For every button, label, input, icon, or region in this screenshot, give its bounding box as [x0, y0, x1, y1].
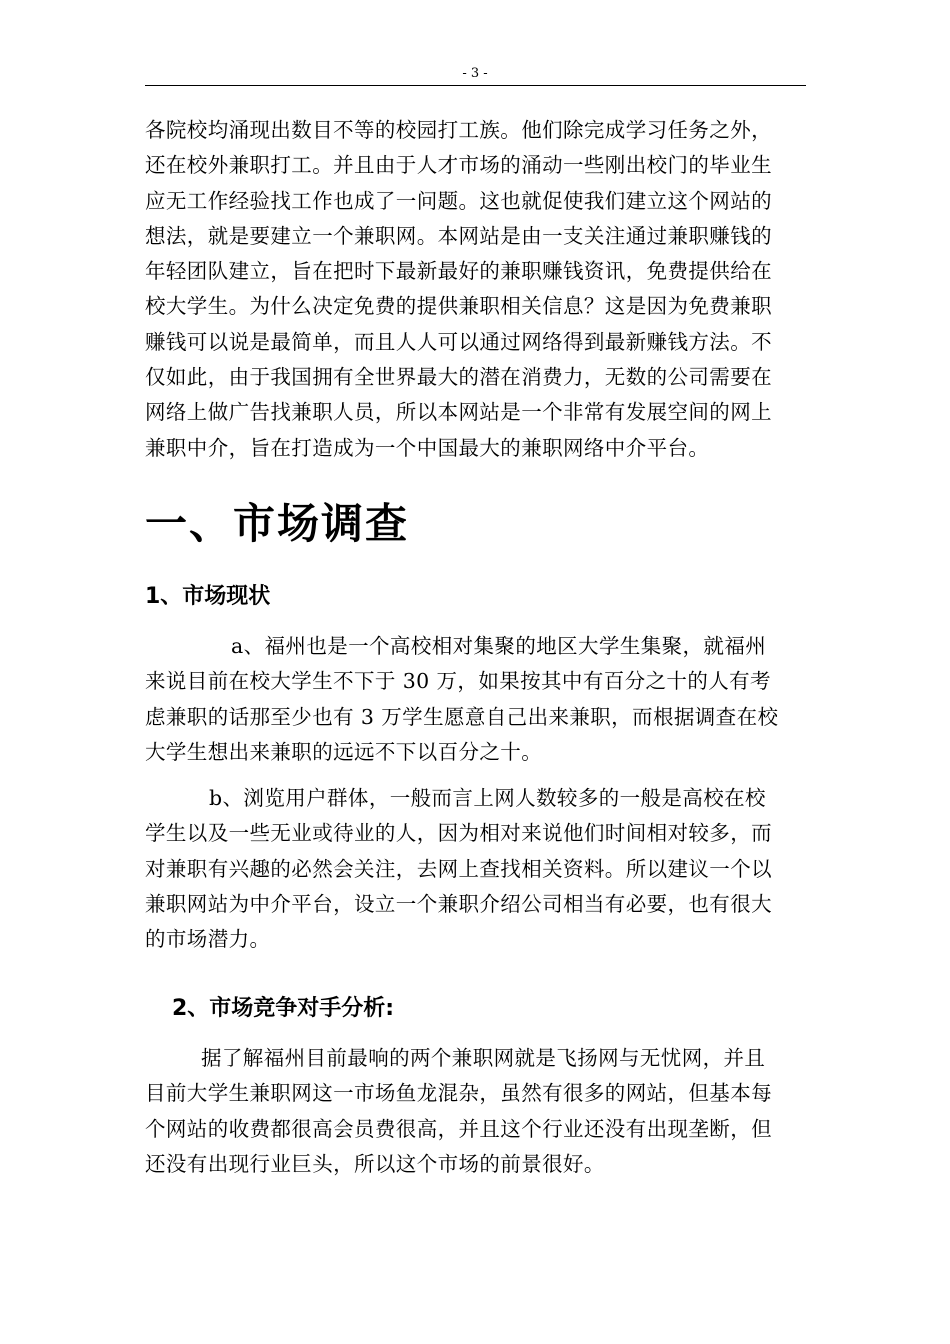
- intro-line: 想法，就是要建立一个兼职网。本网站是由一支关注通过兼职赚钱的: [145, 223, 772, 248]
- intro-line: 赚钱可以说是最简单，而且人人可以通过网络得到最新赚钱方法。不: [145, 329, 772, 354]
- subsection-heading-market-status: 1、市场现状: [145, 584, 271, 609]
- intro-line: 仅如此，由于我国拥有全世界最大的潜在消费力，无数的公司需要在: [145, 365, 772, 390]
- intro-paragraph: [145, 113, 806, 466]
- intro-line: 各院校均涌现出数目不等的校园打工族。他们除完成学习任务之外，: [145, 118, 772, 142]
- paragraph-b-line: 学生以及一些无业或待业的人，因为相对来说他们时间相对较多，而: [145, 821, 772, 846]
- paragraph-a-line: a、福州也是一个高校相对集聚的地区大学生集聚，就福州: [231, 634, 767, 658]
- intro-line: 还在校外兼职打工。并且由于人才市场的涌动一些刚出校门的毕业生: [145, 153, 772, 178]
- subsection-heading-competitor-analysis: 2、市场竞争对手分析:: [172, 996, 395, 1021]
- paragraph-b-line: b、浏览用户群体，一般而言上网人数较多的一般是高校在校: [209, 786, 766, 810]
- paragraph-b-line: 兼职网站为中介平台，设立一个兼职介绍公司相当有必要，也有很大: [145, 891, 772, 916]
- paragraph-competitors-line: 还没有出现行业巨头，所以这个市场的前景很好。: [145, 1151, 605, 1176]
- paragraph-competitors: [145, 1041, 806, 1182]
- paragraph-a-line: 大学生想出来兼职的远远不下以百分之十。: [145, 739, 543, 764]
- page-number: - 3 -: [462, 66, 488, 81]
- paragraph-competitors-line: 个网站的收费都很高会员费很高，并且这个行业还没有出现垄断，但: [145, 1116, 772, 1141]
- paragraph-a-line: 虑兼职的话那至少也有 3 万学生愿意自己出来兼职，而根据调查在校: [145, 704, 779, 729]
- intro-line: 年轻团队建立，旨在把时下最新最好的兼职赚钱资讯，免费提供给在: [145, 259, 772, 284]
- paragraph-b-line: 对兼职有兴趣的必然会关注，去网上查找相关资料。所以建议一个以: [145, 856, 772, 881]
- paragraph-b: [145, 781, 806, 957]
- paragraph-a: [145, 629, 806, 770]
- intro-line: 校大学生。为什么决定免费的提供兼职相关信息？这是因为免费兼职: [145, 294, 772, 319]
- section-heading-market-survey: 一、市场调查: [145, 499, 410, 548]
- paragraph-competitors-line: 目前大学生兼职网这一市场鱼龙混杂，虽然有很多的网站，但基本每: [145, 1081, 772, 1106]
- intro-line: 应无工作经验找工作也成了一问题。这也就促使我们建立这个网站的: [145, 188, 772, 213]
- paragraph-competitors-line: 据了解福州目前最响的两个兼职网就是飞扬网与无忧网，并且: [201, 1046, 766, 1070]
- intro-line: 兼职中介，旨在打造成为一个中国最大的兼职网络中介平台。: [145, 435, 710, 460]
- header-rule: [145, 85, 806, 86]
- paragraph-a-line: 来说目前在校大学生不下于 30 万，如果按其中有百分之十的人有考: [145, 669, 771, 694]
- paragraph-b-line: 的市场潜力。: [145, 927, 271, 952]
- intro-line: 网络上做广告找兼职人员，所以本网站是一个非常有发展空间的网上: [145, 400, 772, 425]
